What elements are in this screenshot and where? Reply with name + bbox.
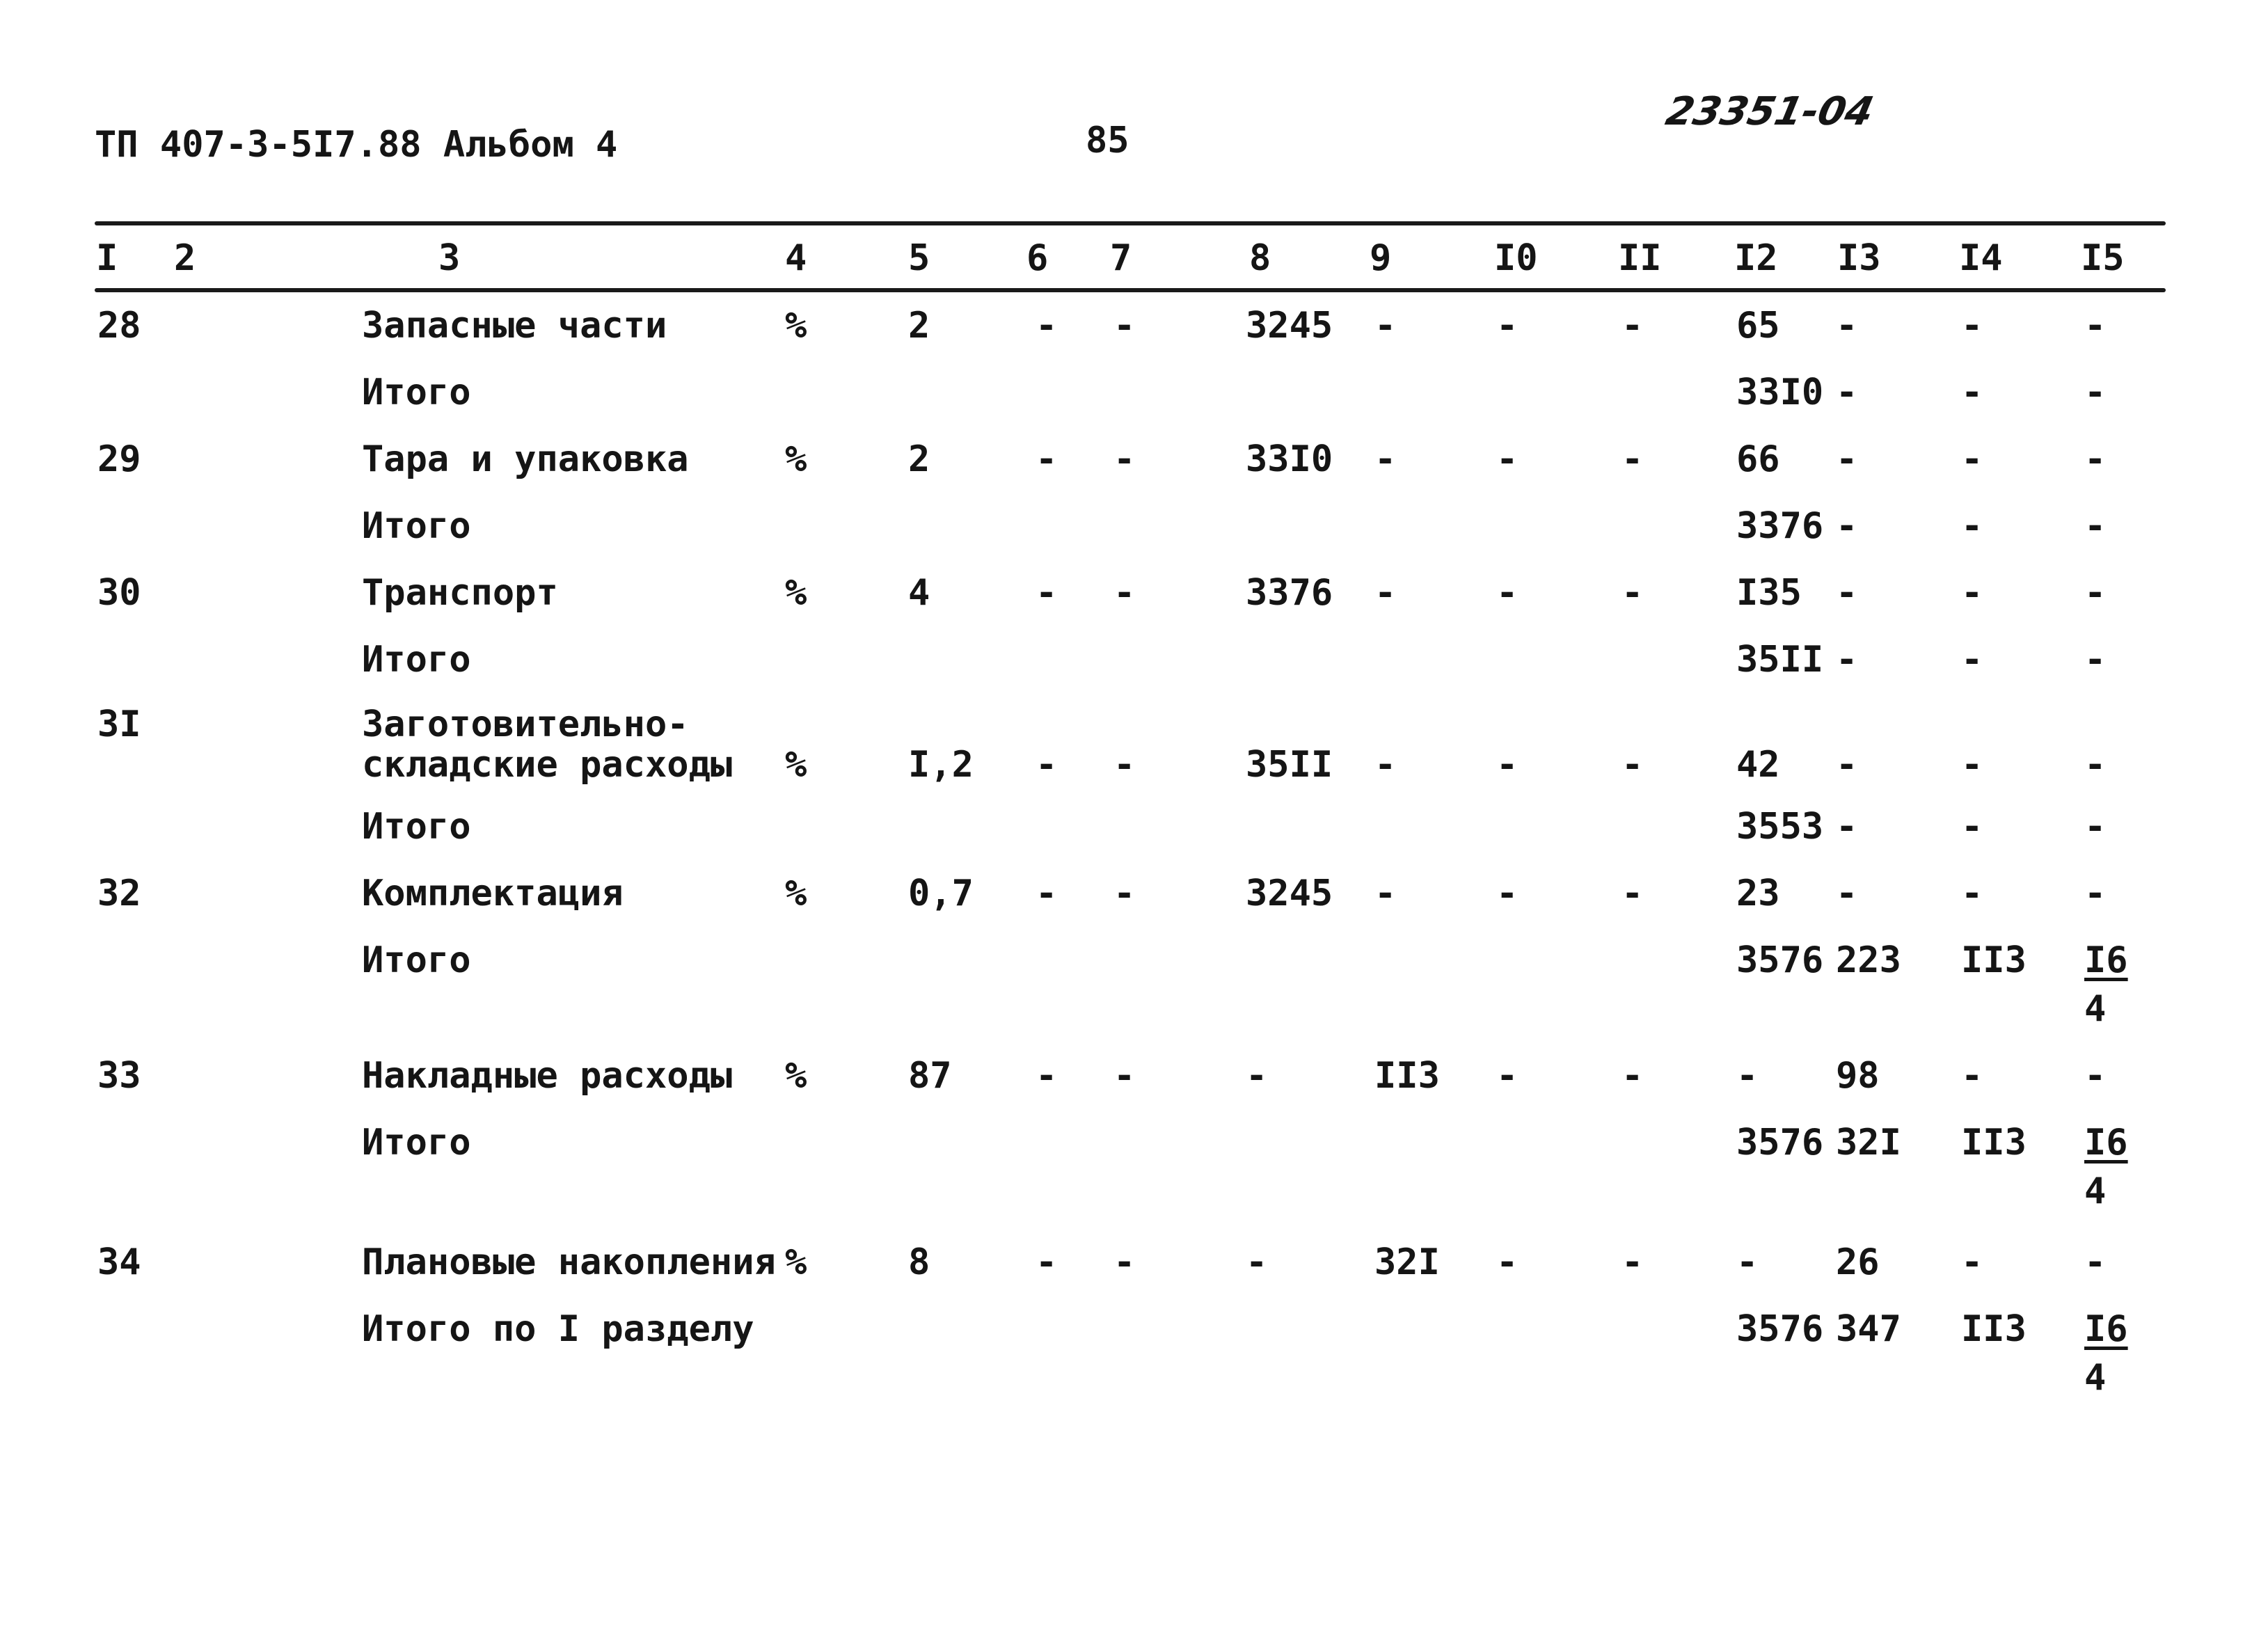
- unit-cell: %: [785, 572, 807, 614]
- value-cell: 87: [908, 1055, 952, 1097]
- row-number: 3I: [97, 704, 141, 745]
- value-cell: 32I: [1374, 1241, 1440, 1283]
- fraction-numerator: I6: [2084, 1122, 2128, 1163]
- row-name: Итого: [362, 505, 471, 547]
- value-cell: 3576: [1736, 1122, 1824, 1163]
- value-cell: -: [1961, 305, 1983, 347]
- value-cell: -: [1374, 744, 1397, 786]
- value-cell: 35II: [1246, 744, 1333, 786]
- row-name: Итого: [362, 806, 471, 848]
- value-cell: -: [2084, 806, 2107, 848]
- value-cell: 3376: [1736, 505, 1824, 547]
- value-cell: -: [1836, 639, 1858, 681]
- value-cell: -: [1836, 873, 1858, 914]
- row-number: 32: [97, 873, 141, 914]
- fraction-denominator: 4: [2084, 1357, 2107, 1399]
- value-cell: -: [1113, 1055, 1136, 1097]
- column-header: II: [1618, 237, 1662, 279]
- value-cell: -: [1621, 1241, 1644, 1283]
- value-cell: -: [1113, 572, 1136, 614]
- document-reference: ТП 407-3-5I7.88 Альбом 4: [95, 124, 618, 166]
- value-cell: -: [1836, 572, 1858, 614]
- row-name: Комплектация: [362, 873, 624, 914]
- value-cell: II3: [1374, 1055, 1440, 1097]
- value-cell: 3553: [1736, 806, 1824, 848]
- row-name: Итого: [362, 939, 471, 981]
- value-cell: -: [1496, 873, 1518, 914]
- value-cell: -: [1736, 1055, 1759, 1097]
- value-cell: -: [1036, 438, 1058, 480]
- value-cell: -: [1836, 806, 1858, 848]
- value-cell: 0,7: [908, 873, 974, 914]
- row-name: Запасные части: [362, 305, 667, 347]
- value-cell: -: [1036, 744, 1058, 786]
- unit-cell: %: [785, 1055, 807, 1097]
- value-cell: 35II: [1736, 639, 1824, 681]
- value-cell: I,2: [908, 744, 974, 786]
- column-header: I5: [2081, 237, 2125, 279]
- handwritten-stamp: 23351-04: [1662, 89, 1878, 134]
- value-cell: -: [1836, 372, 1858, 413]
- value-cell: -: [1246, 1055, 1268, 1097]
- column-header: I0: [1494, 237, 1538, 279]
- fraction-numerator: I6: [2084, 1308, 2128, 1350]
- fraction-denominator: 4: [2084, 1170, 2107, 1212]
- page-number: 85: [1086, 120, 1129, 161]
- value-cell: -: [1113, 305, 1136, 347]
- value-cell: 32I: [1836, 1122, 1901, 1163]
- fraction-cell: [2084, 1308, 2128, 1399]
- value-cell: -: [1961, 744, 1983, 786]
- value-cell: II3: [1961, 1122, 2027, 1163]
- table-top-rule: [95, 221, 2166, 225]
- value-cell: -: [1113, 744, 1136, 786]
- value-cell: -: [1736, 1241, 1759, 1283]
- value-cell: -: [1961, 438, 1983, 480]
- fraction-cell: [2084, 939, 2128, 1030]
- column-header: 6: [1026, 237, 1049, 279]
- row-name: Транспорт: [362, 572, 558, 614]
- value-cell: -: [2084, 744, 2107, 786]
- value-cell: -: [1496, 438, 1518, 480]
- fraction-denominator: 4: [2084, 988, 2107, 1030]
- fraction-cell: [2084, 1122, 2128, 1212]
- value-cell: -: [1621, 305, 1644, 347]
- value-cell: -: [2084, 505, 2107, 547]
- value-cell: II3: [1961, 1308, 2027, 1350]
- value-cell: -: [1496, 744, 1518, 786]
- row-number: 34: [97, 1241, 141, 1283]
- value-cell: II3: [1961, 939, 2027, 981]
- row-name: Итого: [362, 639, 471, 681]
- value-cell: -: [2084, 1055, 2107, 1097]
- value-cell: 8: [908, 1241, 930, 1283]
- row-name: Итого: [362, 372, 471, 413]
- row-number: 33: [97, 1055, 141, 1097]
- value-cell: 347: [1836, 1308, 1901, 1350]
- value-cell: I35: [1736, 572, 1802, 614]
- unit-cell: %: [785, 305, 807, 347]
- value-cell: -: [1836, 438, 1858, 480]
- value-cell: 26: [1836, 1241, 1880, 1283]
- value-cell: -: [1836, 505, 1858, 547]
- column-header: I2: [1734, 237, 1778, 279]
- value-cell: -: [1374, 305, 1397, 347]
- value-cell: 3376: [1246, 572, 1333, 614]
- row-name: Плановые накопления: [362, 1241, 776, 1283]
- value-cell: 2: [908, 438, 930, 480]
- value-cell: -: [1961, 806, 1983, 848]
- row-name: Накладные расходы: [362, 1055, 733, 1097]
- value-cell: 4: [908, 572, 930, 614]
- table-header-rule: [95, 288, 2166, 292]
- value-cell: 66: [1736, 438, 1780, 480]
- value-cell: -: [1496, 1241, 1518, 1283]
- unit-cell: %: [785, 873, 807, 914]
- value-cell: -: [1621, 873, 1644, 914]
- value-cell: -: [1961, 372, 1983, 413]
- value-cell: -: [1961, 572, 1983, 614]
- column-header: 3: [438, 237, 461, 279]
- value-cell: 3576: [1736, 1308, 1824, 1350]
- column-header: 4: [785, 237, 807, 279]
- value-cell: -: [1621, 572, 1644, 614]
- value-cell: -: [2084, 639, 2107, 681]
- value-cell: -: [2084, 1241, 2107, 1283]
- value-cell: -: [1621, 438, 1644, 480]
- row-name-continued: складские расходы: [362, 744, 733, 786]
- value-cell: -: [2084, 305, 2107, 347]
- fraction-numerator: I6: [2084, 939, 2128, 981]
- value-cell: 33I0: [1246, 438, 1333, 480]
- value-cell: -: [1961, 505, 1983, 547]
- value-cell: -: [1496, 572, 1518, 614]
- value-cell: -: [1036, 305, 1058, 347]
- value-cell: 223: [1836, 939, 1901, 981]
- value-cell: -: [1036, 1241, 1058, 1283]
- value-cell: -: [2084, 438, 2107, 480]
- value-cell: -: [1036, 873, 1058, 914]
- row-number: 28: [97, 305, 141, 347]
- value-cell: 33I0: [1736, 372, 1824, 413]
- value-cell: 42: [1736, 744, 1780, 786]
- row-number: 29: [97, 438, 141, 480]
- value-cell: -: [1961, 1055, 1983, 1097]
- row-name: Итого: [362, 1122, 471, 1163]
- value-cell: 98: [1836, 1055, 1880, 1097]
- row-name: Итого по I разделу: [362, 1308, 754, 1350]
- column-header: I4: [1959, 237, 2003, 279]
- unit-cell: %: [785, 438, 807, 480]
- row-name: Тара и упаковка: [362, 438, 689, 480]
- unit-cell: %: [785, 744, 807, 786]
- value-cell: -: [1246, 1241, 1268, 1283]
- column-header: I3: [1837, 237, 1881, 279]
- value-cell: 3245: [1246, 873, 1333, 914]
- value-cell: -: [2084, 873, 2107, 914]
- column-header: 7: [1110, 237, 1132, 279]
- value-cell: -: [1113, 1241, 1136, 1283]
- value-cell: -: [1836, 744, 1858, 786]
- value-cell: -: [1496, 305, 1518, 347]
- row-name: Заготовительно-: [362, 704, 689, 745]
- column-header: 5: [908, 237, 930, 279]
- value-cell: 65: [1736, 305, 1780, 347]
- value-cell: -: [1961, 639, 1983, 681]
- column-header: 9: [1370, 237, 1392, 279]
- value-cell: -: [1374, 572, 1397, 614]
- value-cell: 2: [908, 305, 930, 347]
- value-cell: -: [1374, 873, 1397, 914]
- value-cell: -: [1621, 1055, 1644, 1097]
- column-header: 2: [174, 237, 196, 279]
- value-cell: -: [1961, 1241, 1983, 1283]
- value-cell: 23: [1736, 873, 1780, 914]
- value-cell: -: [2084, 372, 2107, 413]
- value-cell: -: [1621, 744, 1644, 786]
- value-cell: -: [1113, 438, 1136, 480]
- value-cell: 3576: [1736, 939, 1824, 981]
- column-header: I: [96, 237, 118, 279]
- row-number: 30: [97, 572, 141, 614]
- column-header: 8: [1249, 237, 1271, 279]
- value-cell: -: [1836, 305, 1858, 347]
- value-cell: -: [1496, 1055, 1518, 1097]
- value-cell: -: [1961, 873, 1983, 914]
- value-cell: -: [1036, 572, 1058, 614]
- value-cell: -: [1113, 873, 1136, 914]
- value-cell: 3245: [1246, 305, 1333, 347]
- value-cell: -: [1374, 438, 1397, 480]
- unit-cell: %: [785, 1241, 807, 1283]
- value-cell: -: [2084, 572, 2107, 614]
- value-cell: -: [1036, 1055, 1058, 1097]
